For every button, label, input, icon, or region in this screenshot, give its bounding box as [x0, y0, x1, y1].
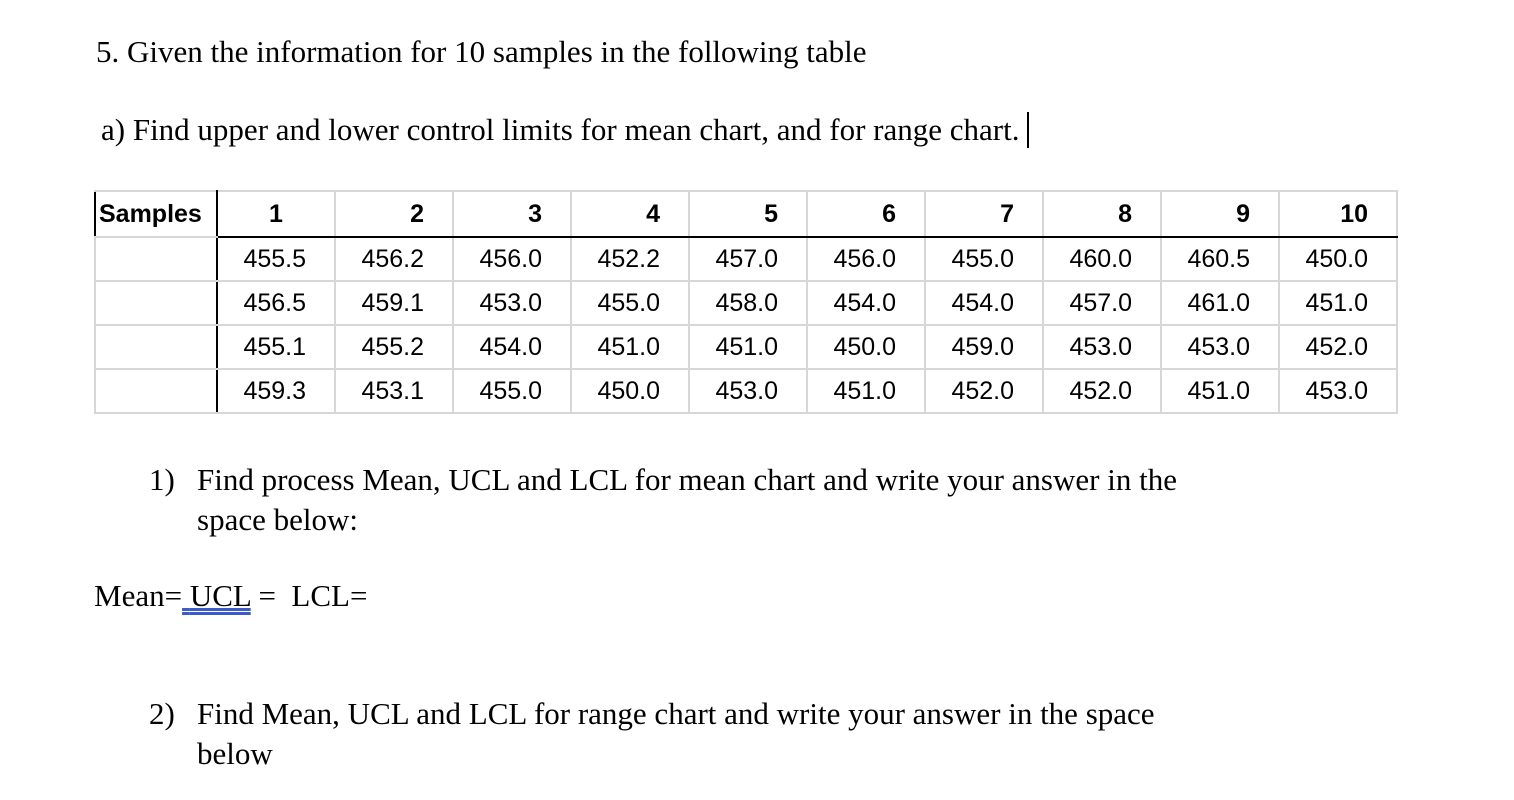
mean-label: Mean= — [94, 578, 183, 613]
table-cell: 450.0 — [807, 325, 925, 369]
table-cell: 453.0 — [689, 369, 807, 413]
column-header: 4 — [571, 191, 689, 237]
question-2-line2: below — [197, 736, 273, 771]
column-header: 1 — [217, 191, 335, 237]
table-row — [95, 325, 1397, 369]
table-cell: 455.2 — [335, 325, 453, 369]
table-cell: 451.0 — [807, 369, 925, 413]
table-cell: 453.0 — [453, 281, 571, 325]
samples-header: Samples — [95, 191, 217, 237]
question-2-number: 2) — [149, 696, 175, 731]
table-cell: 455.0 — [925, 237, 1043, 281]
table-cell: 452.0 — [1043, 369, 1161, 413]
table-cell: 455.1 — [217, 325, 335, 369]
table-cell: 452.2 — [571, 237, 689, 281]
table-cell: 455.5 — [217, 237, 335, 281]
table-cell: 459.3 — [217, 369, 335, 413]
row-header-cell — [95, 369, 217, 413]
table-cell: 451.0 — [1161, 369, 1279, 413]
table-row — [95, 281, 1397, 325]
ucl-label: UCL — [189, 578, 251, 613]
text-cursor — [1027, 112, 1029, 148]
question-title: 5. Given the information for 10 samples in the following table — [96, 34, 867, 69]
table-cell: 452.0 — [1279, 325, 1397, 369]
question-1-number: 1) — [149, 462, 175, 497]
table-cell: 457.0 — [689, 237, 807, 281]
table-cell: 454.0 — [807, 281, 925, 325]
samples-table — [94, 190, 1398, 414]
question-2 — [149, 694, 1155, 774]
table-cell: 451.0 — [571, 325, 689, 369]
part-a-label: a) Find upper and lower control limits for mean chart, and for range chart. — [101, 112, 1020, 147]
row-header-cell — [95, 281, 217, 325]
table-cell: 459.0 — [925, 325, 1043, 369]
table-row — [95, 369, 1397, 413]
table-cell: 450.0 — [571, 369, 689, 413]
column-header: 3 — [453, 191, 571, 237]
table-cell: 453.0 — [1161, 325, 1279, 369]
lcl-label: LCL= — [291, 578, 368, 613]
table-cell: 453.0 — [1279, 369, 1397, 413]
table-cell: 455.0 — [571, 281, 689, 325]
table-cell: 451.0 — [1279, 281, 1397, 325]
equals-sign: = — [258, 578, 276, 613]
question-1-line1: Find process Mean, UCL and LCL for mean chart and write your answer in the — [197, 462, 1177, 497]
answer-line[interactable] — [94, 578, 367, 614]
column-header: 6 — [807, 191, 925, 237]
table-cell: 456.0 — [807, 237, 925, 281]
table-cell: 456.5 — [217, 281, 335, 325]
table-cell: 453.0 — [1043, 325, 1161, 369]
table-cell: 455.0 — [453, 369, 571, 413]
table-cell: 456.2 — [335, 237, 453, 281]
column-header: 10 — [1279, 191, 1397, 237]
part-a-text — [101, 112, 1029, 148]
table-cell: 460.0 — [1043, 237, 1161, 281]
table-cell: 450.0 — [1279, 237, 1397, 281]
column-header: 9 — [1161, 191, 1279, 237]
table-cell: 458.0 — [689, 281, 807, 325]
table-header-row — [95, 191, 1397, 237]
table-cell: 453.1 — [335, 369, 453, 413]
table-cell: 454.0 — [925, 281, 1043, 325]
table-cell: 461.0 — [1161, 281, 1279, 325]
column-header: 7 — [925, 191, 1043, 237]
table-cell: 452.0 — [925, 369, 1043, 413]
table-cell: 454.0 — [453, 325, 571, 369]
question-2-line1: Find Mean, UCL and LCL for range chart and write your answer in the space — [197, 696, 1155, 731]
column-header: 8 — [1043, 191, 1161, 237]
table-cell: 460.5 — [1161, 237, 1279, 281]
row-header-cell — [95, 325, 217, 369]
column-header: 5 — [689, 191, 807, 237]
table-row — [95, 237, 1397, 281]
table-cell: 451.0 — [689, 325, 807, 369]
table-cell: 456.0 — [453, 237, 571, 281]
row-header-cell — [95, 237, 217, 281]
table-cell: 459.1 — [335, 281, 453, 325]
column-header: 2 — [335, 191, 453, 237]
question-1 — [149, 460, 1177, 540]
question-1-line2: space below: — [197, 502, 358, 537]
table-cell: 457.0 — [1043, 281, 1161, 325]
